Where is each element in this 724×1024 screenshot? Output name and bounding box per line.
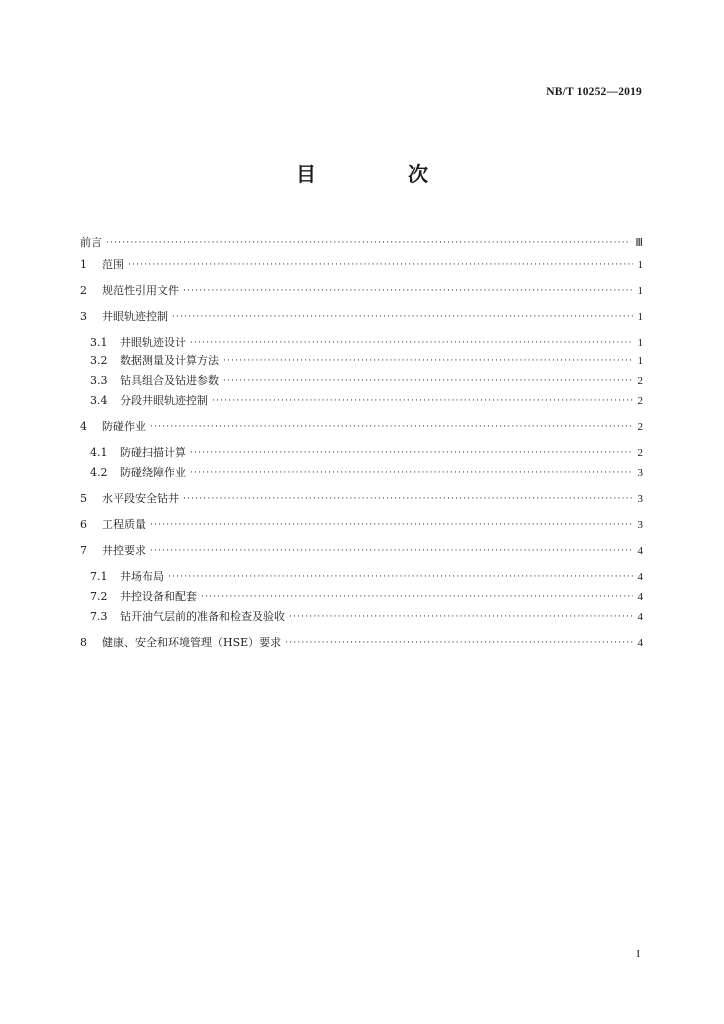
toc-leader-dots xyxy=(183,492,633,506)
toc-entry-number: 2 xyxy=(80,284,87,297)
toc-leader-dots xyxy=(106,236,631,250)
toc-entry-number: 3.4 xyxy=(90,394,108,407)
toc-leader-dots xyxy=(190,336,633,350)
toc-entry-page: 1 xyxy=(637,311,643,323)
toc-entry-page: 4 xyxy=(637,571,643,583)
toc-entry[interactable] xyxy=(90,446,643,460)
toc-entry[interactable] xyxy=(80,236,643,250)
toc-entry-page: 3 xyxy=(637,493,643,505)
toc-entry-label: 数据测量及计算方法 xyxy=(120,354,219,367)
toc-entry-page: 4 xyxy=(637,591,643,603)
toc-leader-dots xyxy=(183,284,633,298)
toc-entry-label: 工程质量 xyxy=(102,518,146,531)
toc-leader-dots xyxy=(223,374,633,388)
toc-entry-label: 分段井眼轨迹控制 xyxy=(120,394,208,407)
toc-entry-label: 钻开油气层前的准备和检查及验收 xyxy=(120,610,285,623)
toc-entry-label: 规范性引用文件 xyxy=(102,284,179,297)
toc-entry-number: 7.3 xyxy=(90,610,108,623)
toc-leader-dots xyxy=(190,466,633,480)
toc-entry-number: 3.1 xyxy=(90,336,108,349)
toc-entry-label: 钻具组合及钻进参数 xyxy=(120,374,219,387)
toc-entry-label: 范围 xyxy=(102,258,124,271)
toc-leader-dots xyxy=(150,544,633,558)
toc-entry-page: 4 xyxy=(637,545,643,557)
toc-entry-page: 2 xyxy=(637,421,643,433)
toc-leader-dots xyxy=(285,636,633,650)
toc-entry-label: 井眼轨迹控制 xyxy=(102,310,168,323)
toc-entry[interactable] xyxy=(80,258,643,272)
page-number: I xyxy=(636,948,640,960)
toc-leader-dots xyxy=(150,420,633,434)
toc-entry-number: 3 xyxy=(80,310,87,323)
toc-entry[interactable] xyxy=(90,590,643,604)
toc-entry[interactable] xyxy=(80,636,643,650)
document-code: NB/T 10252—2019 xyxy=(546,86,642,98)
toc-entry-label: 井场布局 xyxy=(120,570,164,583)
toc-entry[interactable] xyxy=(80,518,643,532)
toc-entry-number: 3.2 xyxy=(90,354,108,367)
toc-leader-dots xyxy=(212,394,633,408)
toc-title: 目 次 xyxy=(296,162,464,186)
toc-entry-number: 8 xyxy=(80,636,87,649)
toc-entry-number: 1 xyxy=(80,258,87,271)
toc-leader-dots xyxy=(172,310,633,324)
toc-entry[interactable] xyxy=(90,610,643,624)
toc-entry-page: 2 xyxy=(637,447,643,459)
toc-entry-label: 前言 xyxy=(80,236,102,249)
toc-entry-page: 2 xyxy=(637,395,643,407)
toc-entry-page: 1 xyxy=(637,259,643,271)
toc-leader-dots xyxy=(150,518,633,532)
toc-entry-label: 防碰扫描计算 xyxy=(120,446,186,459)
toc-entry[interactable] xyxy=(90,354,643,368)
toc-entry-page: 1 xyxy=(637,285,643,297)
toc-entry-label: 井控设备和配套 xyxy=(120,590,197,603)
toc-entry-page: 3 xyxy=(637,467,643,479)
toc-entry-label: 水平段安全钻井 xyxy=(102,492,179,505)
toc-entry-number: 7.2 xyxy=(90,590,108,603)
toc-entry[interactable] xyxy=(90,466,643,480)
toc-entry[interactable] xyxy=(80,310,643,324)
toc-entry[interactable] xyxy=(80,492,643,506)
toc-entry-label: 防碰作业 xyxy=(102,420,146,433)
toc-leader-dots xyxy=(289,610,633,624)
toc-leader-dots xyxy=(190,446,633,460)
toc-entry[interactable] xyxy=(90,570,643,584)
toc-entry[interactable] xyxy=(80,284,643,298)
toc-entry-page: 3 xyxy=(637,519,643,531)
toc-entry-number: 6 xyxy=(80,518,87,531)
toc-entry-number: 7 xyxy=(80,544,87,557)
toc-entry-page: 4 xyxy=(637,611,643,623)
toc-entry-page: Ⅲ xyxy=(635,237,643,249)
toc-entry-label: 防碰绕障作业 xyxy=(120,466,186,479)
toc-entry-number: 7.1 xyxy=(90,570,108,583)
toc-entry[interactable] xyxy=(90,336,643,350)
toc-leader-dots xyxy=(201,590,633,604)
toc-leader-dots xyxy=(168,570,633,584)
toc-entry[interactable] xyxy=(80,544,643,558)
toc-entry[interactable] xyxy=(90,394,643,408)
toc-entry-label: 井控要求 xyxy=(102,544,146,557)
toc-entry-number: 4.2 xyxy=(90,466,108,479)
toc-entry-number: 4.1 xyxy=(90,446,108,459)
toc-entry-page: 1 xyxy=(637,355,643,367)
toc-entry-page: 2 xyxy=(637,375,643,387)
toc-entry-label: 井眼轨迹设计 xyxy=(120,336,186,349)
toc-entry[interactable] xyxy=(80,420,643,434)
toc-leader-dots xyxy=(128,258,633,272)
toc-entry-number: 4 xyxy=(80,420,87,433)
toc-leader-dots xyxy=(223,354,633,368)
toc-entry-page: 1 xyxy=(637,337,643,349)
toc-entry-label: 健康、安全和环境管理（HSE）要求 xyxy=(102,636,282,649)
toc-entry-number: 5 xyxy=(80,492,87,505)
toc-entry[interactable] xyxy=(90,374,643,388)
toc-entry-page: 4 xyxy=(637,637,643,649)
toc-entry-number: 3.3 xyxy=(90,374,108,387)
